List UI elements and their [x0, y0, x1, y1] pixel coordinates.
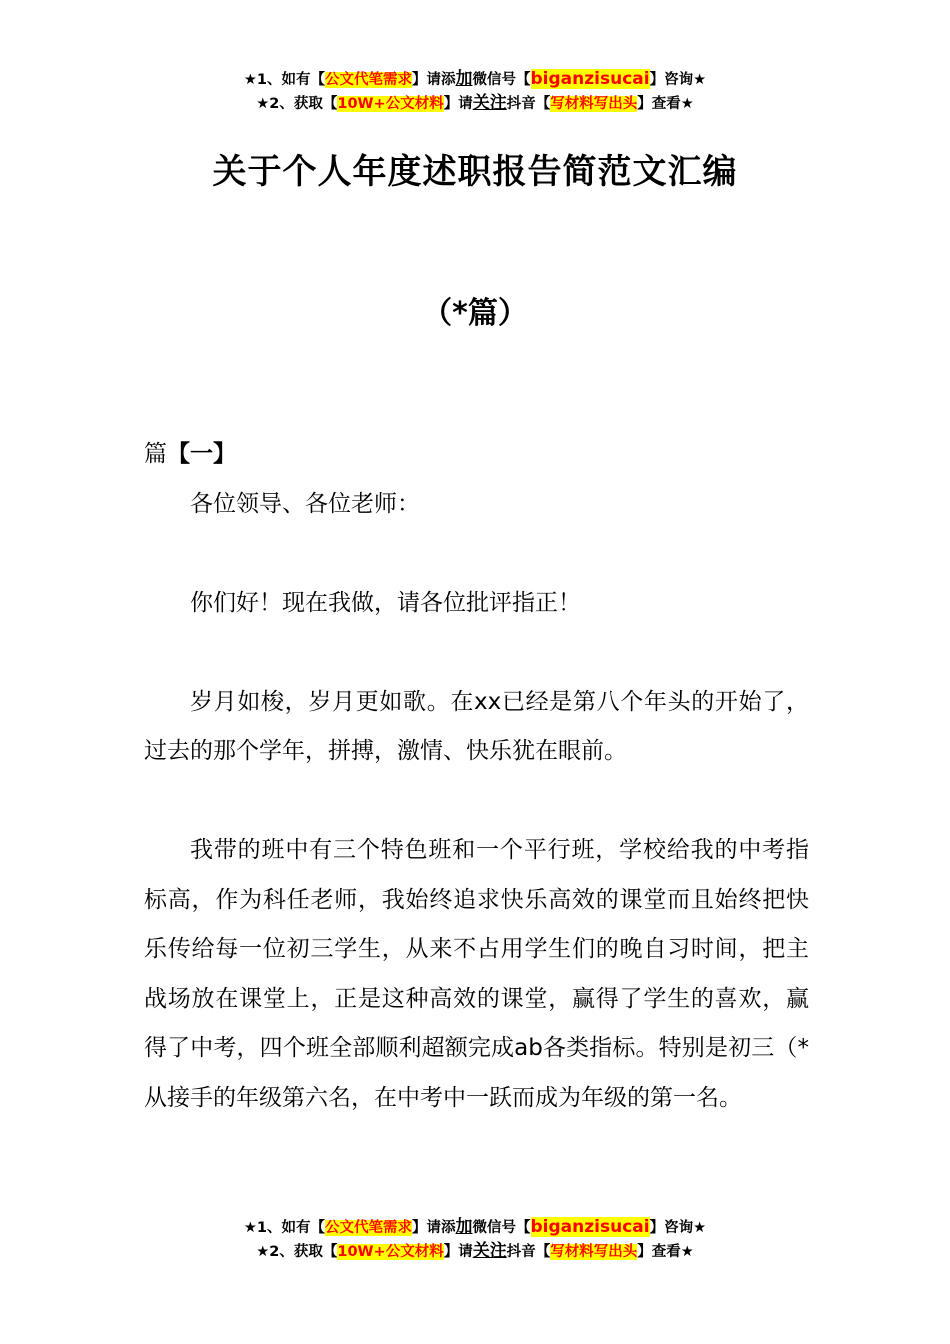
promo-banner-bottom: [0, 1216, 950, 1264]
promo-text: ★2、获取【: [256, 96, 338, 112]
promo-line-1: [0, 1216, 950, 1240]
promo-text: 】查看★: [637, 1244, 694, 1260]
promo-highlight: 10W+公文材料: [337, 1244, 444, 1260]
promo-underlined-text: 加: [455, 69, 473, 89]
document-title: 关于个人年度述职报告简范文汇编: [212, 152, 738, 192]
promo-banner-top: [0, 68, 950, 116]
promo-text: 抖音【: [506, 96, 551, 112]
promo-text: 】请添: [412, 72, 456, 88]
promo-highlight: 公文代笔需求: [325, 1220, 413, 1236]
promo-line-1: [0, 68, 950, 92]
promo-text: ★1、如有【: [243, 1220, 326, 1236]
promo-highlight: 写材料写出头: [550, 96, 638, 112]
promo-wechat-id: biganzisucai: [530, 1217, 650, 1237]
promo-line-2: [0, 1240, 950, 1264]
document-body: [144, 430, 809, 1173]
section-heading: [144, 430, 809, 480]
promo-text: 】请: [443, 96, 473, 112]
promo-wechat-id: biganzisucai: [530, 69, 650, 89]
promo-text: 微信号【: [472, 72, 531, 88]
document-subtitle: （*篇）: [422, 296, 528, 331]
promo-highlight: 写材料写出头: [550, 1244, 638, 1260]
promo-line-2: [0, 92, 950, 116]
promo-underlined-text: 关注: [472, 93, 507, 113]
promo-text: 】请添: [412, 1220, 456, 1236]
section-label: 篇: [144, 441, 167, 467]
promo-text: 微信号【: [472, 1220, 531, 1236]
promo-text: 】查看★: [637, 96, 694, 112]
promo-text: 】咨询★: [649, 1220, 707, 1236]
body-paragraph: 你们好！现在我做，请各位批评指正！: [190, 589, 581, 616]
promo-underlined-text: 关注: [472, 1241, 507, 1261]
promo-highlight: 10W+公文材料: [337, 96, 444, 112]
promo-text: 】请: [443, 1244, 473, 1260]
promo-highlight: 公文代笔需求: [325, 72, 413, 88]
promo-text: ★1、如有【: [243, 72, 326, 88]
promo-text: 抖音【: [506, 1244, 551, 1260]
section-number: 【一】: [167, 441, 236, 467]
body-paragraph: 我带的班中有三个特色班和一个平行班，学校给我的中考指标高，作为科任老师，我始终追求快乐高效的课堂而且始终把快乐传给每一位初三学生，从来不占用学生们的晚自习时间，把主战场放在课堂上，正是这种高效的课堂，赢得了学生的喜欢，赢得了中考，四个班全部顺利超额完成ab各类指标。特别是初三（*从接手的年级第六名，在中考中一跃而成为年级的第一名。: [144, 837, 809, 1111]
greeting-paragraph: 各位领导、各位老师：: [190, 490, 420, 517]
promo-underlined-text: 加: [455, 1217, 473, 1237]
body-paragraph: 岁月如梭，岁月更如歌。在xx已经是第八个年头的开始了，过去的那个学年，拼搏，激情、快乐犹在眼前。: [144, 688, 809, 764]
promo-text: 】咨询★: [649, 72, 707, 88]
promo-text: ★2、获取【: [256, 1244, 338, 1260]
